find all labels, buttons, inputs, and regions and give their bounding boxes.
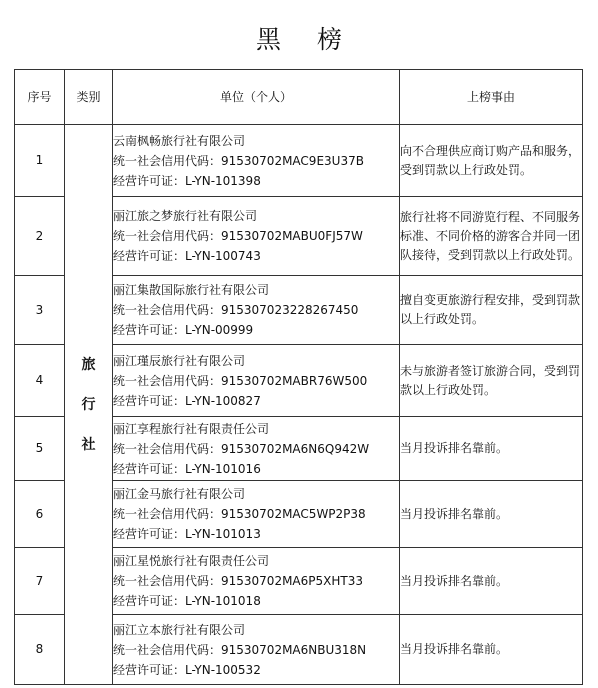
- unit-cell: [113, 197, 400, 276]
- company-name: 丽江金马旅行社有限公司: [113, 487, 246, 501]
- reason-cell: 当月投诉排名靠前。: [400, 417, 583, 481]
- row-number: 4: [15, 345, 65, 417]
- reason-cell: 当月投诉排名靠前。: [400, 481, 583, 548]
- blacklist-table: [14, 69, 583, 685]
- category-char: 社: [81, 436, 96, 453]
- company-name: 丽江集散国际旅行社有限公司: [113, 283, 270, 297]
- license-number: 经营许可证：L-YN-101398: [113, 173, 261, 188]
- header-seq: 序号: [15, 70, 65, 125]
- unit-cell: [113, 548, 400, 615]
- credit-code: 统一社会信用代码：91530702MABU0FJ57W: [113, 229, 363, 243]
- company-name: 丽江瑾辰旅行社有限公司: [113, 353, 246, 368]
- reason-cell: 旅行社将不同游览行程、不同服务标准、不同价格的游客合并同一团队接待，受到罚款以上行政处罚。: [400, 197, 583, 276]
- company-name: 丽江旅之梦旅行社有限公司: [113, 209, 258, 223]
- unit-cell: [113, 615, 400, 685]
- header-unit: 单位（个人）: [113, 70, 400, 125]
- company-name: 丽江立本旅行社有限公司: [113, 622, 246, 637]
- company-name: 丽江享程旅行社有限责任公司: [113, 421, 270, 436]
- row-number: 1: [15, 125, 65, 197]
- category-cell: [65, 125, 113, 685]
- license-number: 经营许可证：L-YN-100532: [113, 662, 261, 677]
- row-number: 6: [15, 481, 65, 548]
- reason-cell: 向不合理供应商订购产品和服务，受到罚款以上行政处罚。: [400, 125, 583, 197]
- license-number: 经营许可证：L-YN-101018: [113, 594, 261, 608]
- page-title: 黑 榜: [256, 25, 356, 54]
- unit-cell: [113, 276, 400, 345]
- unit-cell: [113, 345, 400, 417]
- credit-code: 统一社会信用代码：91530702MABR76W500: [113, 373, 368, 388]
- unit-cell: [113, 125, 400, 197]
- reason-cell: 擅自变更旅游行程安排，受到罚款以上行政处罚。: [400, 276, 583, 345]
- reason-cell: 当月投诉排名靠前。: [400, 548, 583, 615]
- unit-cell: [113, 481, 400, 548]
- credit-code: 统一社会信用代码：91530702MA6P5XHT33: [113, 574, 363, 588]
- table-header-row: [15, 70, 583, 125]
- license-number: 经营许可证：L-YN-101016: [113, 461, 261, 476]
- header-reason: 上榜事由: [400, 70, 583, 125]
- header-category: 类别: [65, 70, 113, 125]
- credit-code: 统一社会信用代码：91530702MA6N6Q942W: [113, 441, 370, 456]
- license-number: 经营许可证：L-YN-100743: [113, 249, 261, 263]
- category-char: 旅: [81, 356, 96, 373]
- license-number: 经营许可证：L-YN-101013: [113, 527, 261, 541]
- row-number: 2: [15, 197, 65, 276]
- category-char: 行: [81, 396, 96, 413]
- credit-code: 统一社会信用代码：91530702MAC5WP2P38: [113, 507, 366, 521]
- company-name: 丽江星悦旅行社有限责任公司: [113, 554, 270, 568]
- license-number: 经营许可证：L-YN-00999: [113, 323, 254, 337]
- row-number: 7: [15, 548, 65, 615]
- row-number: 5: [15, 417, 65, 481]
- credit-code: 统一社会信用代码：91530702MAC9E3U37B: [113, 153, 364, 168]
- company-name: 云南枫畅旅行社有限公司: [113, 133, 246, 148]
- reason-cell: 当月投诉排名靠前。: [400, 615, 583, 685]
- row-number: 3: [15, 276, 65, 345]
- unit-cell: [113, 417, 400, 481]
- table-row: [15, 125, 583, 197]
- reason-cell: 未与旅游者签订旅游合同，受到罚款以上行政处罚。: [400, 345, 583, 417]
- row-number: 8: [15, 615, 65, 685]
- license-number: 经营许可证：L-YN-100827: [113, 393, 261, 408]
- credit-code: 统一社会信用代码：91530702MA6NBU318N: [113, 642, 367, 657]
- credit-code: 统一社会信用代码：915307023228267450: [113, 303, 359, 317]
